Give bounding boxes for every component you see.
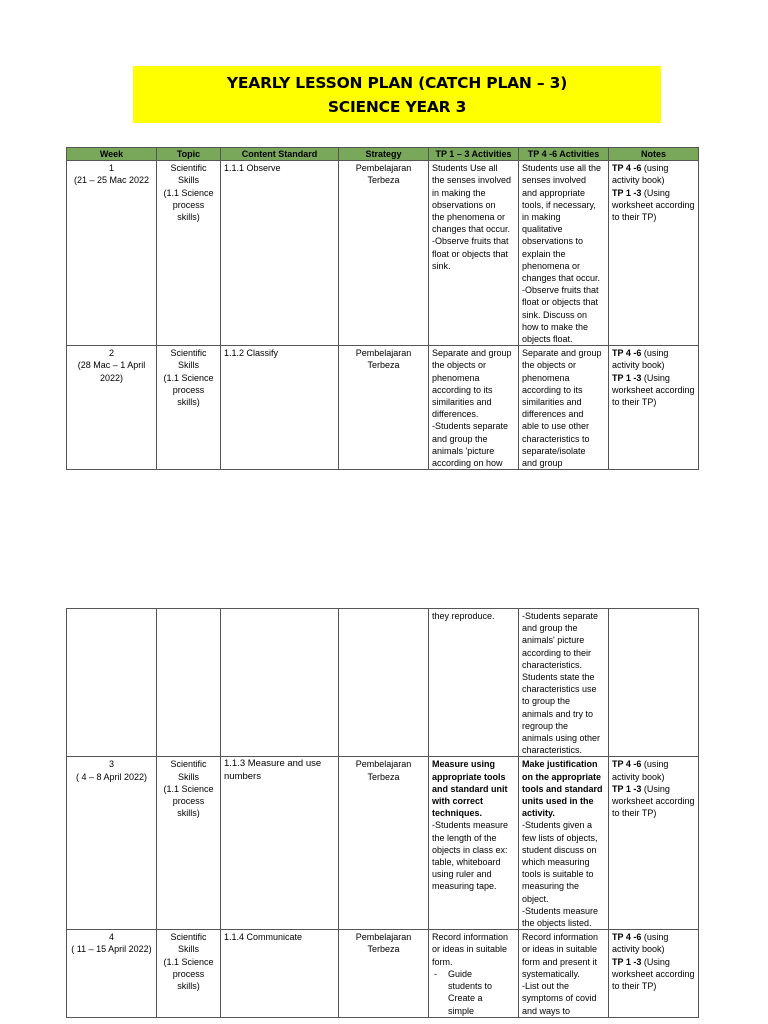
header-notes: Notes bbox=[609, 148, 699, 161]
strategy-cell: Pembelajaran Terbeza bbox=[339, 757, 429, 930]
notes-cell: TP 4 -6 (using activity book) TP 1 -3 (Using worksheet according to their TP) bbox=[609, 930, 699, 1017]
tp4-6-cell: -Students separate and group the animals' picture according to their characteristics. Students state the characteristics use to group the animals and try to regroup the animals using other characteristics. bbox=[519, 609, 609, 757]
content-standard-cell: 1.1.2 Classify bbox=[221, 346, 339, 470]
header-topic: Topic bbox=[157, 148, 221, 161]
table-row bbox=[67, 161, 699, 346]
notes-cell bbox=[609, 609, 699, 757]
content-standard-cell: 1.1.3 Measure and use numbers bbox=[221, 757, 339, 930]
lesson-plan-table-page-2 bbox=[66, 608, 699, 1018]
table-row bbox=[67, 930, 699, 1017]
week-cell: 4 ( 11 – 15 April 2022) bbox=[67, 930, 157, 1017]
content-standard-cell: 1.1.4 Communicate bbox=[221, 930, 339, 1017]
table-row bbox=[67, 346, 699, 470]
week-cell: 2 (28 Mac – 1 April 2022) bbox=[67, 346, 157, 470]
notes-cell: TP 4 -6 (using activity book) TP 1 -3 (Using worksheet according to their TP) bbox=[609, 346, 699, 470]
header-tp1-3: TP 1 – 3 Activities bbox=[429, 148, 519, 161]
topic-cell: Scientific Skills (1.1 Science process skills) bbox=[157, 161, 221, 346]
table-row bbox=[67, 609, 699, 757]
tp1-3-cell: Students Use all the senses involved in making the observations on the phenomena or changes that occur. -Observe fruits that float or objects that sink. bbox=[429, 161, 519, 346]
activity-bullet-list bbox=[432, 968, 515, 1017]
header-tp4-6: TP 4 -6 Activities bbox=[519, 148, 609, 161]
topic-cell bbox=[157, 609, 221, 757]
tp4-6-cell: Separate and group the objects or phenomena according to its similarities and differences and able to use other characteristics to separate/isolate and group bbox=[519, 346, 609, 470]
content-standard-cell bbox=[221, 609, 339, 757]
strategy-cell: Pembelajaran Terbeza bbox=[339, 930, 429, 1017]
week-cell bbox=[67, 609, 157, 757]
strategy-cell: Pembelajaran Terbeza bbox=[339, 161, 429, 346]
topic-cell: Scientific Skills (1.1 Science process skills) bbox=[157, 346, 221, 470]
lesson-plan-table-page-1 bbox=[66, 147, 699, 470]
strategy-cell bbox=[339, 609, 429, 757]
tp1-3-cell: they reproduce. bbox=[429, 609, 519, 757]
title-banner bbox=[133, 66, 661, 123]
header-strategy: Strategy bbox=[339, 148, 429, 161]
tp4-6-cell: Students use all the senses involved and appropriate tools, if necessary, in making qualitative observations to explain the phenomena or changes that occur. -Observe fruits that float or objects that sink. Discuss on how to make the objects float. bbox=[519, 161, 609, 346]
content-standard-cell: 1.1.1 Observe bbox=[221, 161, 339, 346]
week-cell: 3 ( 4 – 8 April 2022) bbox=[67, 757, 157, 930]
topic-cell: Scientific Skills (1.1 Science process skills) bbox=[157, 930, 221, 1017]
document-title: YEARLY LESSON PLAN (CATCH PLAN – 3) bbox=[226, 74, 568, 92]
list-item: - Guide students to Create a simple bbox=[448, 968, 515, 1017]
table-row bbox=[67, 757, 699, 930]
tp1-3-cell: Separate and group the objects or phenomena according to its similarities and differences. -Students separate and group the animals 'picture according on how bbox=[429, 346, 519, 470]
tp4-6-cell: Record information or ideas in suitable form and present it systematically. -List out the symptoms of covid and ways to bbox=[519, 930, 609, 1017]
document-subtitle: SCIENCE YEAR 3 bbox=[327, 98, 467, 116]
topic-cell: Scientific Skills (1.1 Science process skills) bbox=[157, 757, 221, 930]
table-header-row bbox=[67, 148, 699, 161]
notes-cell: TP 4 -6 (using activity book) TP 1 -3 (Using worksheet according to their TP) bbox=[609, 161, 699, 346]
header-week: Week bbox=[67, 148, 157, 161]
tp1-3-cell: Record information or ideas in suitable form. - Guide students to Create a simple bbox=[429, 930, 519, 1017]
tp4-6-cell: Make justification on the appropriate tools and standard units used in the activity. -Students given a few lists of objects, student discuss on which measuring tools is suitable to measuring the object. -Students measure the objects listed. bbox=[519, 757, 609, 930]
week-cell: 1 (21 – 25 Mac 2022 bbox=[67, 161, 157, 346]
header-content-standard: Content Standard bbox=[221, 148, 339, 161]
strategy-cell: Pembelajaran Terbeza bbox=[339, 346, 429, 470]
tp1-3-cell: Measure using appropriate tools and standard unit with correct techniques. -Students measure the length of the objects in class ex: table, whiteboard using ruler and measuring tape. bbox=[429, 757, 519, 930]
notes-cell: TP 4 -6 (using activity book) TP 1 -3 (Using worksheet according to their TP) bbox=[609, 757, 699, 930]
